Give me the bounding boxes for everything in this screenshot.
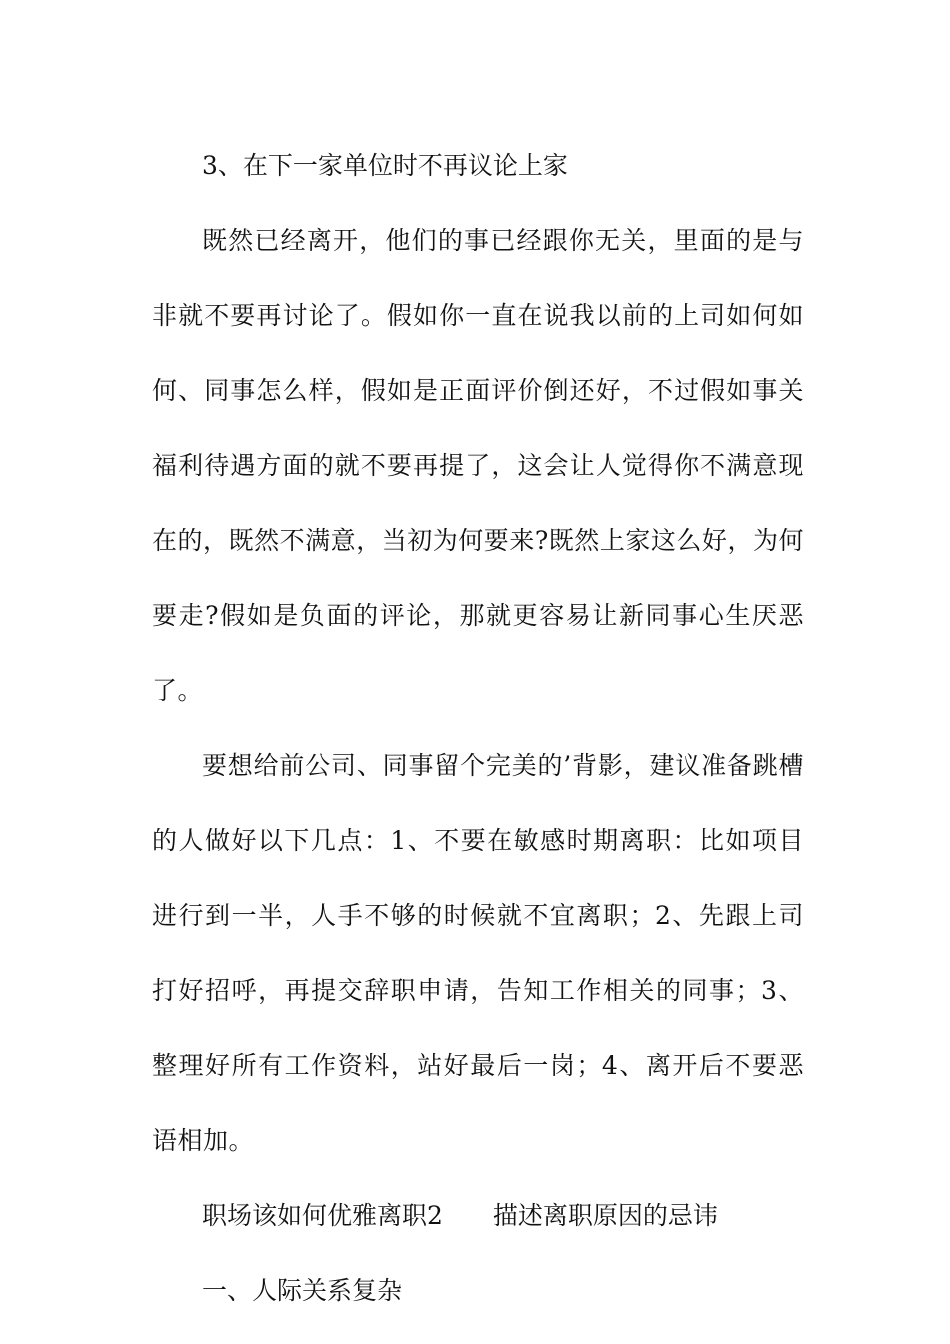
section-heading-3: 3、在下一家单位时不再议论上家 — [202, 151, 568, 180]
body-paragraph-2: 要想给前公司、同事留个完美的’背影，建议准备跳槽的人做好以下几点：1、不要在敏感时期离职：比如项目进行到一半，人手不够的时候就不宜离职；2、先跟上司打好招呼，再提交辞职申请，告知工作相关的同事；3、整理好所有工作资料，站好最后一岗；4、离开后不要恶语相加。 — [152, 751, 804, 1155]
subsection-heading-1: 一、人际关系复杂 — [202, 1276, 403, 1305]
document-body — [152, 128, 804, 1328]
body-paragraph-1: 既然已经离开，他们的事已经跟你无关，里面的是与非就不要再讨论了。假如你一直在说我以前的上司如何如何、同事怎么样，假如是正面评价倒还好，不过假如事关福利待遇方面的就不要再提了，这会让人觉得你不满意现在的，既然不满意，当初为何要来?既然上家这么好，为何要走?假如是负面的评论，那就更容易让新同事心生厌恶了。 — [152, 226, 804, 705]
section-heading-2: 职场该如何优雅离职2 描述离职原因的忌讳 — [202, 1201, 718, 1230]
